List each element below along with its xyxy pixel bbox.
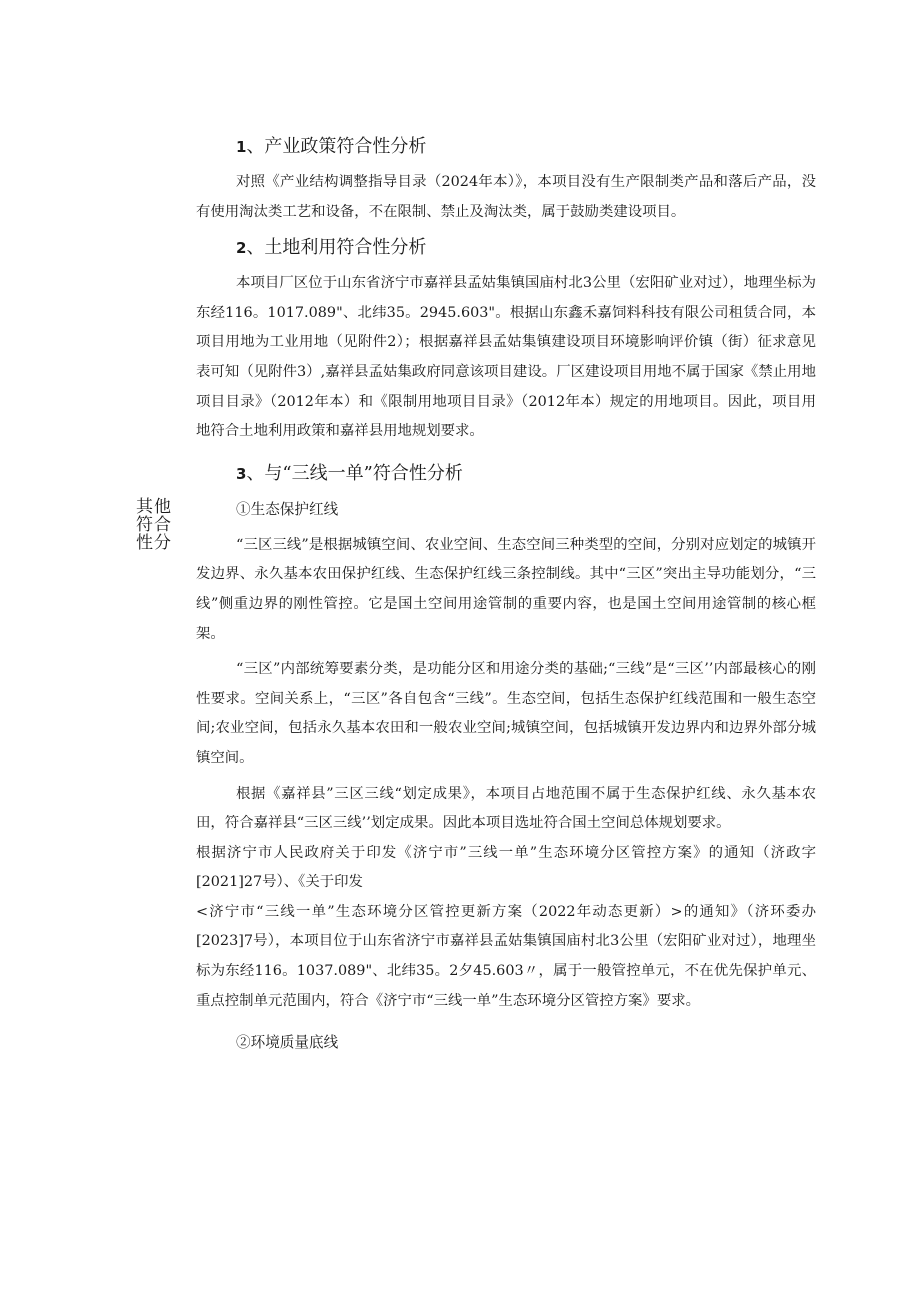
jining-update-paragraph: <济宁市“三线一单”生态环境分区管控更新方案（2022年动态更新）>的通知》（济环委办[2023]7号），本项目位于山东省济宁市嘉祥县孟姑集镇国庙村北3公里（宏阳矿业对过），地理坐标为东经116。1037.089"、北纬35。2夕45.603〃，属于一般管控单元，不在优先保护单元、重点控制单元范围内，符合《济宁市“三线一单”生态环境分区管控方案》要求。 bbox=[196, 903, 816, 1009]
section-1-title: 、产业政策符合性分析 bbox=[246, 136, 427, 157]
zone-classification-paragraph: “三区”内部统筹要素分类，是功能分区和用途分类的基础;“三线”是“三区’’内部最核心的刚性要求。空间关系上，“三区”各自包含“三线”。生态空间，包括生态保护红线范围和一般生态空间;农业空间，包括永久基本农田和一般农业空间;城镇空间，包括城镇开发边界内和边界外部分城镇空间。 bbox=[196, 661, 816, 766]
section-1-paragraph: 对照《产业结构调整指导目录（2024年本）》，本项目没有生产限制类产品和落后产品，没有使用淘汰类工艺和设备，不在限制、禁止及淘汰类，属于鼓励类建设项目。 bbox=[196, 174, 816, 220]
section-3-heading bbox=[236, 459, 816, 489]
section-2-title: 、土地利用符合性分析 bbox=[246, 237, 427, 259]
section-2-number: 2 bbox=[236, 239, 247, 258]
section-3-title: 、与“三线一单”符合性分析 bbox=[246, 462, 463, 484]
section-3-number: 3 bbox=[236, 464, 247, 483]
subsection-ecological-redline: ①生态保护红线 bbox=[236, 500, 339, 518]
side-column-label: 其他符合性分 bbox=[136, 497, 172, 553]
jiaxiang-result-paragraph: 根据《嘉祥县”三区三线“划定成果》，本项目占地范围不属于生态保护红线、永久基本农田，符合嘉祥县“三区三线’’划定成果。因此本项目选址符合国土空间总体规划要求。 bbox=[196, 785, 816, 832]
subsection-environmental-baseline: ②环境质量底线 bbox=[236, 1034, 339, 1052]
section-1-heading bbox=[236, 132, 816, 162]
section-2-paragraph: 本项目厂区位于山东省济宁市嘉祥县孟姑集镇国庙村北3公里（宏阳矿业对过），地理坐标为东经116。1017.089"、北纬35。2945.603"。根据山东鑫禾嘉饲料科技有限公司租赁合同，本项目用地为工业用地（见附件2）；根据嘉祥县孟姑集镇建设项目环境影响评价镇（街）征求意见表可知（见附件3）,嘉祥县孟姑集政府同意该项目建设。厂区建设项目用地不属于国家《禁止用地项目目录》（2012年本）和《限制用地项目目录》（2012年本）规定的用地项目。因此，项目用地符合土地利用政策和嘉祥县用地规划要求。 bbox=[196, 275, 816, 440]
three-zones-paragraph: “三区三线”是根据城镇空间、农业空间、生态空间三种类型的空间，分别对应划定的城镇开发边界、永久基本农田保护红线、生态保护红线三条控制线。其中“三区”突出主导功能划分，“三线”侧重边界的刚性管控。它是国土空间用途管制的重要内容，也是国土空间用途管制的核心框架。 bbox=[196, 536, 816, 642]
section-1-number: 1 bbox=[236, 138, 247, 156]
document-body bbox=[196, 132, 816, 1064]
section-2-heading bbox=[236, 233, 816, 263]
jining-notice-paragraph: 根据济宁市人民政府关于印发《济宁市”三线一单”生态环境分区管控方案》的通知（济政字[2021]27号）、《关于印发 bbox=[196, 844, 816, 891]
